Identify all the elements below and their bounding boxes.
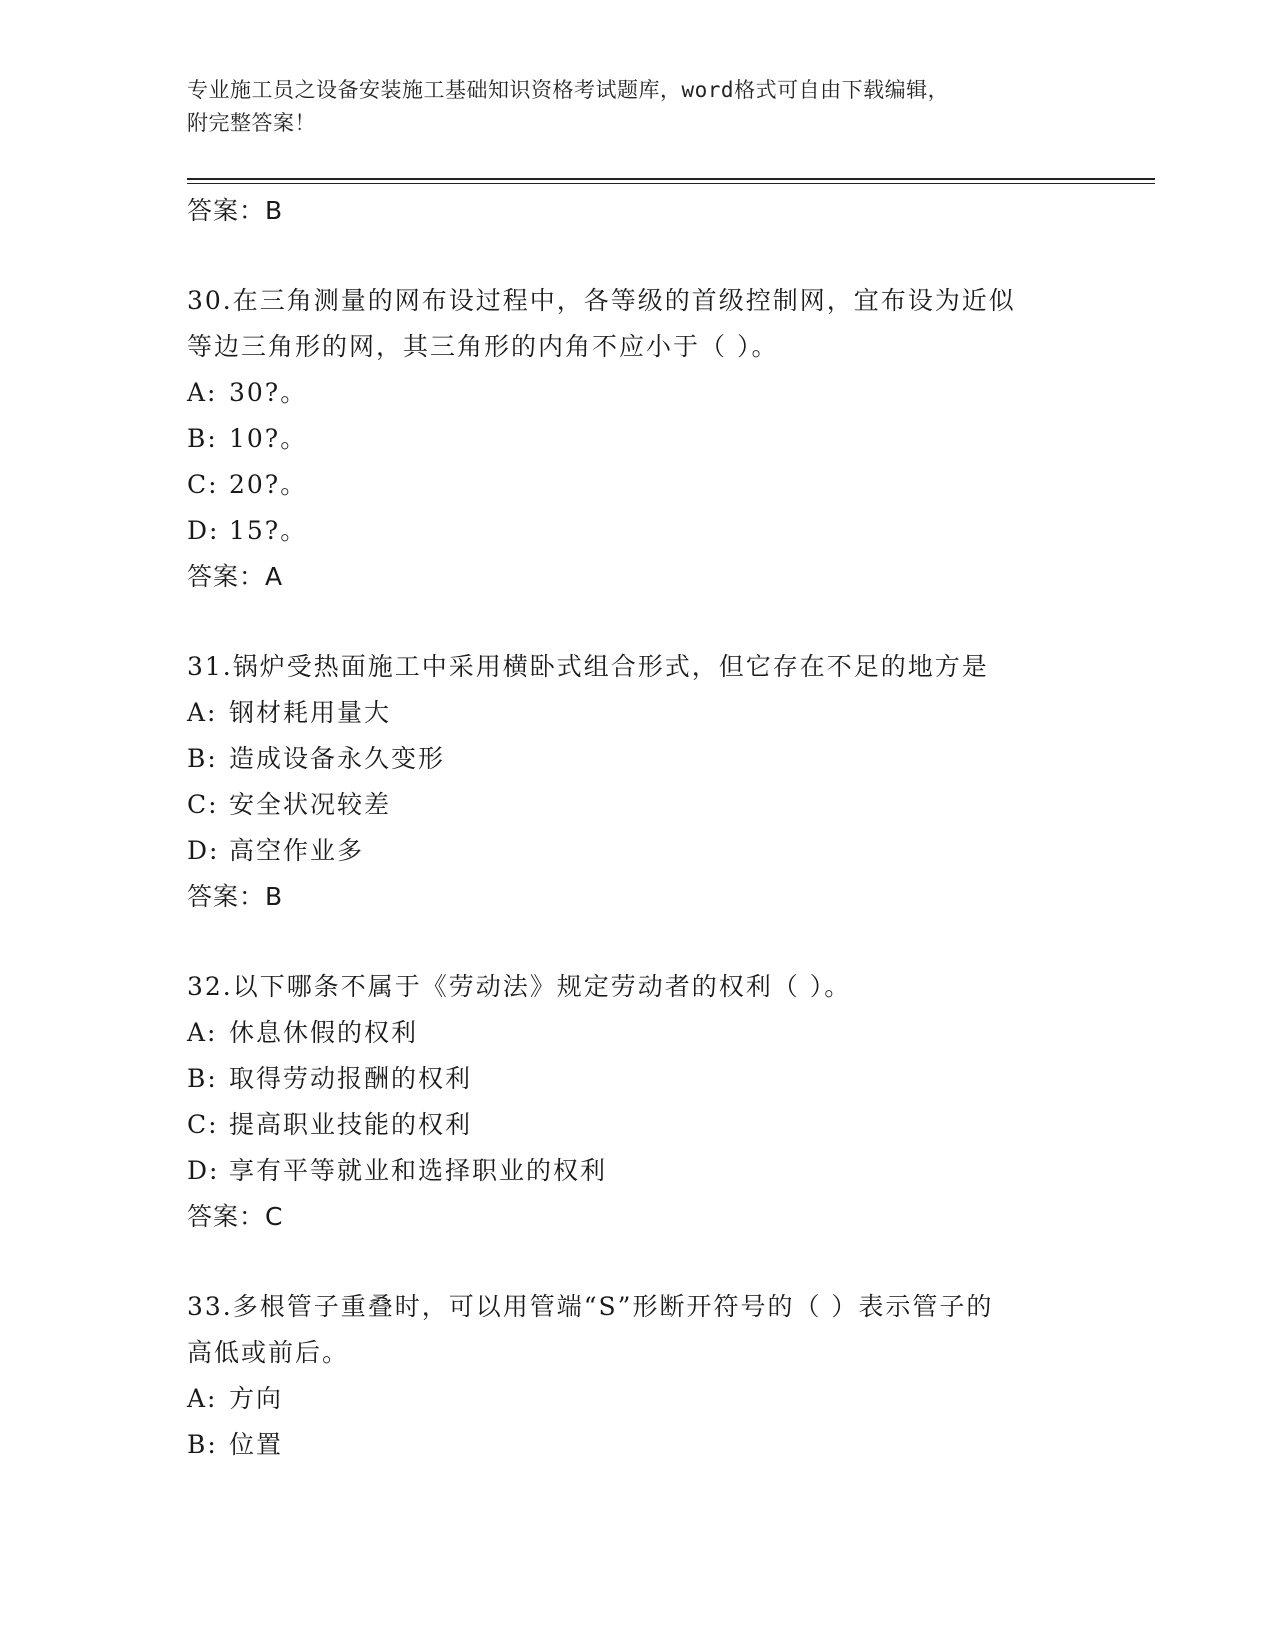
option-text: 高空作业多 (229, 836, 365, 865)
answer-line: 答案：C (187, 1202, 284, 1231)
option-d (187, 1148, 1087, 1194)
option-d (187, 508, 1087, 554)
question-text-line: 等边三角形的网，其三角形的内角不应小于（ ）。 (187, 332, 779, 361)
option-b (187, 736, 1087, 782)
option-letter: D: (187, 1156, 220, 1185)
option-letter: C: (187, 790, 219, 819)
option-a (187, 1376, 1087, 1422)
question-text-line: 33.多根管子重叠时，可以用管端“S”形断开符号的（ ）表示管子的 (187, 1292, 994, 1321)
option-letter: B: (187, 1064, 218, 1093)
answer-line: 答案：A (187, 562, 284, 591)
option-a (187, 1010, 1087, 1056)
option-letter: B: (187, 744, 218, 773)
option-text: 30?。 (229, 378, 308, 407)
question-text-line: 高低或前后。 (187, 1338, 350, 1367)
option-text: 提高职业技能的权利 (229, 1110, 473, 1139)
option-text: 休息休假的权利 (229, 1018, 419, 1047)
option-d (187, 828, 1087, 874)
option-letter: A: (187, 1384, 218, 1413)
option-letter: A: (187, 1018, 218, 1047)
option-text: 造成设备永久变形 (229, 744, 446, 773)
option-letter: B: (187, 424, 218, 453)
question-text-line: 30.在三角测量的网布设过程中，各等级的首级控制网，宜布设为近似 (187, 286, 1016, 315)
question-33 (187, 1284, 1087, 1468)
option-letter: A: (187, 378, 218, 407)
document-header (187, 74, 1067, 140)
option-letter: D: (187, 516, 220, 545)
answer-line: 答案：B (187, 196, 284, 225)
option-a (187, 370, 1087, 416)
question-30 (187, 278, 1087, 600)
header-divider-thin (187, 183, 1155, 184)
question-text-line: 31.锅炉受热面施工中采用横卧式组合形式，但它存在不足的地方是 (187, 652, 989, 681)
question-32 (187, 964, 1087, 1240)
option-text: 安全状况较差 (229, 790, 392, 819)
option-letter: A: (187, 698, 218, 727)
option-a (187, 690, 1087, 736)
option-text: 15?。 (229, 516, 308, 545)
header-line-2: 附完整答案！ (187, 111, 316, 135)
option-text: 钢材耗用量大 (229, 698, 392, 727)
option-text: 取得劳动报酬的权利 (229, 1064, 473, 1093)
option-letter: C: (187, 470, 219, 499)
option-text: 享有平等就业和选择职业的权利 (229, 1156, 608, 1185)
header-line-1: 专业施工员之设备安装施工基础知识资格考试题库，word格式可自由下载编辑， (187, 78, 950, 102)
option-b (187, 416, 1087, 462)
option-text: 位置 (229, 1430, 284, 1459)
option-c (187, 782, 1087, 828)
question-31 (187, 644, 1087, 920)
option-text: 10?。 (229, 424, 308, 453)
question-list (187, 188, 1087, 1468)
option-letter: D: (187, 836, 220, 865)
header-divider-thick (187, 178, 1155, 180)
answer-line: 答案：B (187, 882, 284, 911)
option-b (187, 1422, 1087, 1468)
option-letter: B: (187, 1430, 218, 1459)
option-c (187, 1102, 1087, 1148)
option-text: 20?。 (229, 470, 308, 499)
option-c (187, 462, 1087, 508)
option-b (187, 1056, 1087, 1102)
option-letter: C: (187, 1110, 219, 1139)
question-text-line: 32.以下哪条不属于《劳动法》规定劳动者的权利（ ）。 (187, 972, 852, 1001)
option-text: 方向 (229, 1384, 284, 1413)
